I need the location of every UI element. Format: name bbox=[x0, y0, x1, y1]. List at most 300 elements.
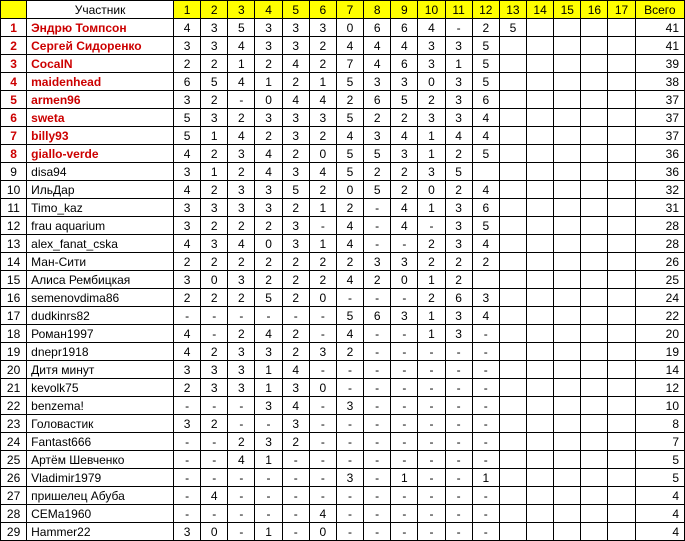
row-score-round-8: 2 bbox=[364, 271, 391, 289]
row-total: 28 bbox=[635, 235, 684, 253]
row-score-round-2: 3 bbox=[201, 361, 228, 379]
row-score-round-14 bbox=[527, 469, 554, 487]
table-row bbox=[1, 343, 685, 361]
row-score-round-13 bbox=[499, 271, 526, 289]
row-score-round-6: 4 bbox=[309, 91, 336, 109]
row-score-round-17 bbox=[608, 37, 635, 55]
row-score-round-16 bbox=[581, 163, 608, 181]
row-rank: 28 bbox=[1, 505, 27, 523]
row-score-round-15 bbox=[554, 397, 581, 415]
row-score-round-16 bbox=[581, 145, 608, 163]
row-total: 37 bbox=[635, 127, 684, 145]
row-score-round-5: 2 bbox=[282, 271, 309, 289]
row-score-round-2: 3 bbox=[201, 37, 228, 55]
table-row bbox=[1, 19, 685, 37]
row-score-round-8: - bbox=[364, 361, 391, 379]
row-score-round-17 bbox=[608, 181, 635, 199]
row-score-round-3: 5 bbox=[228, 19, 255, 37]
row-score-round-1: 3 bbox=[173, 523, 200, 541]
row-score-round-8: 2 bbox=[364, 109, 391, 127]
row-score-round-6: - bbox=[309, 361, 336, 379]
header-round-10: 10 bbox=[418, 1, 445, 19]
row-total: 19 bbox=[635, 343, 684, 361]
table-row bbox=[1, 37, 685, 55]
row-score-round-12: 2 bbox=[472, 253, 499, 271]
row-score-round-7: 4 bbox=[336, 271, 363, 289]
row-score-round-5: 3 bbox=[282, 217, 309, 235]
row-score-round-17 bbox=[608, 361, 635, 379]
row-participant-name: ИльДар bbox=[27, 181, 174, 199]
row-score-round-3: 2 bbox=[228, 253, 255, 271]
row-score-round-15 bbox=[554, 487, 581, 505]
row-score-round-9: 4 bbox=[391, 199, 418, 217]
row-total: 32 bbox=[635, 181, 684, 199]
row-score-round-10: 2 bbox=[418, 289, 445, 307]
row-score-round-16 bbox=[581, 109, 608, 127]
row-score-round-15 bbox=[554, 199, 581, 217]
row-score-round-15 bbox=[554, 307, 581, 325]
row-total: 4 bbox=[635, 487, 684, 505]
row-score-round-16 bbox=[581, 289, 608, 307]
row-score-round-13 bbox=[499, 415, 526, 433]
row-score-round-9: 4 bbox=[391, 217, 418, 235]
row-score-round-5: - bbox=[282, 307, 309, 325]
row-rank: 25 bbox=[1, 451, 27, 469]
row-total: 4 bbox=[635, 505, 684, 523]
row-score-round-11: 3 bbox=[445, 199, 472, 217]
row-score-round-11: - bbox=[445, 451, 472, 469]
row-participant-name: frau aquarium bbox=[27, 217, 174, 235]
row-score-round-3: - bbox=[228, 91, 255, 109]
row-score-round-4: 4 bbox=[255, 145, 282, 163]
row-score-round-10: 1 bbox=[418, 307, 445, 325]
row-score-round-1: 4 bbox=[173, 343, 200, 361]
row-rank: 4 bbox=[1, 73, 27, 91]
row-score-round-16 bbox=[581, 343, 608, 361]
row-score-round-10: - bbox=[418, 523, 445, 541]
row-score-round-11: 3 bbox=[445, 91, 472, 109]
row-total: 4 bbox=[635, 523, 684, 541]
row-participant-name: dnepr1918 bbox=[27, 343, 174, 361]
row-score-round-12: - bbox=[472, 415, 499, 433]
row-rank: 10 bbox=[1, 181, 27, 199]
table-row bbox=[1, 163, 685, 181]
row-participant-name: Сергей Сидоренко bbox=[27, 37, 174, 55]
row-score-round-5: 2 bbox=[282, 433, 309, 451]
row-score-round-14 bbox=[527, 37, 554, 55]
row-score-round-15 bbox=[554, 361, 581, 379]
row-score-round-14 bbox=[527, 289, 554, 307]
row-score-round-6: 1 bbox=[309, 73, 336, 91]
row-score-round-1: 5 bbox=[173, 127, 200, 145]
row-score-round-5: 4 bbox=[282, 91, 309, 109]
row-total: 5 bbox=[635, 451, 684, 469]
row-score-round-11: 4 bbox=[445, 127, 472, 145]
row-score-round-2: 5 bbox=[201, 73, 228, 91]
row-score-round-3: - bbox=[228, 487, 255, 505]
row-score-round-4: - bbox=[255, 307, 282, 325]
row-participant-name: billy93 bbox=[27, 127, 174, 145]
row-score-round-2: 2 bbox=[201, 253, 228, 271]
row-score-round-8: - bbox=[364, 343, 391, 361]
row-score-round-14 bbox=[527, 433, 554, 451]
row-score-round-3: - bbox=[228, 469, 255, 487]
row-score-round-11: 2 bbox=[445, 181, 472, 199]
row-score-round-1: - bbox=[173, 487, 200, 505]
row-score-round-11: - bbox=[445, 19, 472, 37]
row-score-round-17 bbox=[608, 451, 635, 469]
row-score-round-7: 5 bbox=[336, 73, 363, 91]
row-score-round-16 bbox=[581, 325, 608, 343]
row-score-round-17 bbox=[608, 109, 635, 127]
row-score-round-13 bbox=[499, 469, 526, 487]
row-score-round-16 bbox=[581, 307, 608, 325]
row-score-round-12 bbox=[472, 271, 499, 289]
row-score-round-9: 6 bbox=[391, 19, 418, 37]
row-score-round-13 bbox=[499, 289, 526, 307]
row-score-round-16 bbox=[581, 433, 608, 451]
row-score-round-6: 3 bbox=[309, 343, 336, 361]
row-score-round-4: 3 bbox=[255, 433, 282, 451]
row-total: 36 bbox=[635, 145, 684, 163]
row-score-round-2: 4 bbox=[201, 487, 228, 505]
row-score-round-1: - bbox=[173, 451, 200, 469]
row-score-round-7: - bbox=[336, 433, 363, 451]
header-round-13: 13 bbox=[499, 1, 526, 19]
row-score-round-17 bbox=[608, 289, 635, 307]
row-score-round-2: 1 bbox=[201, 163, 228, 181]
row-score-round-1: - bbox=[173, 307, 200, 325]
row-score-round-1: 4 bbox=[173, 235, 200, 253]
table-header bbox=[1, 1, 685, 19]
row-score-round-2: 3 bbox=[201, 199, 228, 217]
row-score-round-4: 2 bbox=[255, 253, 282, 271]
row-score-round-12: 5 bbox=[472, 145, 499, 163]
row-total: 8 bbox=[635, 415, 684, 433]
row-score-round-9: 3 bbox=[391, 253, 418, 271]
row-score-round-10: 4 bbox=[418, 19, 445, 37]
row-score-round-13 bbox=[499, 379, 526, 397]
row-score-round-1: - bbox=[173, 433, 200, 451]
row-score-round-1: 5 bbox=[173, 109, 200, 127]
row-score-round-8: 4 bbox=[364, 55, 391, 73]
row-participant-name: semenovdima86 bbox=[27, 289, 174, 307]
row-score-round-4: - bbox=[255, 415, 282, 433]
table-row bbox=[1, 379, 685, 397]
row-score-round-3: 3 bbox=[228, 379, 255, 397]
row-score-round-11: 2 bbox=[445, 253, 472, 271]
row-score-round-1: 4 bbox=[173, 325, 200, 343]
row-score-round-3: 3 bbox=[228, 271, 255, 289]
row-score-round-10: - bbox=[418, 469, 445, 487]
row-score-round-3: - bbox=[228, 415, 255, 433]
row-rank: 15 bbox=[1, 271, 27, 289]
header-round-15: 15 bbox=[554, 1, 581, 19]
row-score-round-12: - bbox=[472, 505, 499, 523]
row-score-round-5: 4 bbox=[282, 55, 309, 73]
row-score-round-13 bbox=[499, 253, 526, 271]
row-score-round-15 bbox=[554, 523, 581, 541]
row-score-round-9: - bbox=[391, 397, 418, 415]
row-score-round-9: - bbox=[391, 235, 418, 253]
row-score-round-12: 5 bbox=[472, 217, 499, 235]
row-score-round-9: 3 bbox=[391, 145, 418, 163]
row-score-round-17 bbox=[608, 127, 635, 145]
row-total: 24 bbox=[635, 289, 684, 307]
row-score-round-12: - bbox=[472, 361, 499, 379]
row-total: 7 bbox=[635, 433, 684, 451]
row-score-round-10: 2 bbox=[418, 235, 445, 253]
row-score-round-14 bbox=[527, 55, 554, 73]
row-score-round-4: 3 bbox=[255, 109, 282, 127]
row-score-round-13 bbox=[499, 37, 526, 55]
row-score-round-2: 2 bbox=[201, 343, 228, 361]
row-score-round-8: - bbox=[364, 505, 391, 523]
row-score-round-5: - bbox=[282, 451, 309, 469]
row-score-round-13 bbox=[499, 235, 526, 253]
row-score-round-3: 4 bbox=[228, 73, 255, 91]
row-score-round-12: 1 bbox=[472, 469, 499, 487]
row-score-round-5: - bbox=[282, 505, 309, 523]
row-score-round-12: - bbox=[472, 343, 499, 361]
row-rank: 19 bbox=[1, 343, 27, 361]
row-score-round-4: 3 bbox=[255, 199, 282, 217]
row-score-round-15 bbox=[554, 127, 581, 145]
row-score-round-8: 6 bbox=[364, 19, 391, 37]
row-score-round-13 bbox=[499, 73, 526, 91]
row-total: 22 bbox=[635, 307, 684, 325]
row-score-round-13 bbox=[499, 217, 526, 235]
row-rank: 21 bbox=[1, 379, 27, 397]
header-round-1: 1 bbox=[173, 1, 200, 19]
row-score-round-7: - bbox=[336, 487, 363, 505]
row-participant-name: Fantast666 bbox=[27, 433, 174, 451]
row-score-round-9: - bbox=[391, 505, 418, 523]
row-score-round-4: 0 bbox=[255, 235, 282, 253]
row-score-round-7: - bbox=[336, 415, 363, 433]
row-participant-name: CEMa1960 bbox=[27, 505, 174, 523]
row-score-round-9: - bbox=[391, 361, 418, 379]
row-participant-name: sweta bbox=[27, 109, 174, 127]
row-score-round-15 bbox=[554, 109, 581, 127]
row-score-round-10: - bbox=[418, 379, 445, 397]
row-score-round-17 bbox=[608, 469, 635, 487]
row-score-round-2: 3 bbox=[201, 379, 228, 397]
row-score-round-7: 5 bbox=[336, 163, 363, 181]
row-score-round-4: 3 bbox=[255, 19, 282, 37]
header-participant: Участник bbox=[27, 1, 174, 19]
row-score-round-14 bbox=[527, 307, 554, 325]
row-score-round-17 bbox=[608, 73, 635, 91]
table-row bbox=[1, 451, 685, 469]
row-score-round-2: 2 bbox=[201, 145, 228, 163]
row-participant-name: Hammer22 bbox=[27, 523, 174, 541]
row-score-round-6: - bbox=[309, 469, 336, 487]
row-score-round-15 bbox=[554, 433, 581, 451]
row-score-round-7: - bbox=[336, 505, 363, 523]
row-score-round-17 bbox=[608, 307, 635, 325]
row-score-round-3: 2 bbox=[228, 289, 255, 307]
row-score-round-12: 4 bbox=[472, 235, 499, 253]
row-score-round-15 bbox=[554, 271, 581, 289]
row-score-round-1: 3 bbox=[173, 199, 200, 217]
row-score-round-13 bbox=[499, 91, 526, 109]
row-score-round-17 bbox=[608, 91, 635, 109]
table-row bbox=[1, 271, 685, 289]
row-participant-name: armen96 bbox=[27, 91, 174, 109]
row-score-round-11: 1 bbox=[445, 55, 472, 73]
row-score-round-3: 3 bbox=[228, 343, 255, 361]
row-score-round-7: 4 bbox=[336, 235, 363, 253]
row-score-round-1: 6 bbox=[173, 73, 200, 91]
row-score-round-2: 2 bbox=[201, 181, 228, 199]
row-total: 26 bbox=[635, 253, 684, 271]
header-round-9: 9 bbox=[391, 1, 418, 19]
row-score-round-9: - bbox=[391, 487, 418, 505]
row-score-round-10: 3 bbox=[418, 37, 445, 55]
row-rank: 23 bbox=[1, 415, 27, 433]
row-participant-name: Vladimir1979 bbox=[27, 469, 174, 487]
row-score-round-5: 2 bbox=[282, 343, 309, 361]
row-score-round-4: 5 bbox=[255, 289, 282, 307]
row-score-round-16 bbox=[581, 19, 608, 37]
row-score-round-17 bbox=[608, 199, 635, 217]
row-score-round-8: - bbox=[364, 235, 391, 253]
row-score-round-7: 5 bbox=[336, 307, 363, 325]
row-score-round-9: - bbox=[391, 289, 418, 307]
table-row bbox=[1, 235, 685, 253]
row-score-round-6: - bbox=[309, 307, 336, 325]
row-score-round-11: - bbox=[445, 433, 472, 451]
row-score-round-9: 4 bbox=[391, 127, 418, 145]
row-score-round-8: 5 bbox=[364, 145, 391, 163]
row-score-round-7: 2 bbox=[336, 199, 363, 217]
row-score-round-16 bbox=[581, 271, 608, 289]
row-score-round-9: - bbox=[391, 415, 418, 433]
row-score-round-13 bbox=[499, 433, 526, 451]
row-score-round-8: - bbox=[364, 487, 391, 505]
row-total: 10 bbox=[635, 397, 684, 415]
row-rank: 18 bbox=[1, 325, 27, 343]
row-score-round-12: 5 bbox=[472, 37, 499, 55]
row-score-round-15 bbox=[554, 415, 581, 433]
row-score-round-7: - bbox=[336, 361, 363, 379]
row-score-round-13 bbox=[499, 325, 526, 343]
header-round-6: 6 bbox=[309, 1, 336, 19]
table-row bbox=[1, 73, 685, 91]
row-score-round-4: 1 bbox=[255, 523, 282, 541]
row-score-round-13 bbox=[499, 199, 526, 217]
row-score-round-11: 3 bbox=[445, 235, 472, 253]
row-score-round-5: 4 bbox=[282, 397, 309, 415]
row-score-round-7: 5 bbox=[336, 109, 363, 127]
row-score-round-9: 3 bbox=[391, 307, 418, 325]
row-score-round-9: 3 bbox=[391, 73, 418, 91]
row-score-round-11: 3 bbox=[445, 109, 472, 127]
row-score-round-12: 4 bbox=[472, 307, 499, 325]
row-score-round-13 bbox=[499, 127, 526, 145]
row-score-round-14 bbox=[527, 397, 554, 415]
row-score-round-14 bbox=[527, 451, 554, 469]
row-participant-name: Алиса Рембицкая bbox=[27, 271, 174, 289]
row-score-round-16 bbox=[581, 37, 608, 55]
row-score-round-1: - bbox=[173, 505, 200, 523]
row-score-round-7: 7 bbox=[336, 55, 363, 73]
row-score-round-14 bbox=[527, 253, 554, 271]
row-score-round-13 bbox=[499, 451, 526, 469]
row-total: 39 bbox=[635, 55, 684, 73]
row-score-round-14 bbox=[527, 73, 554, 91]
row-score-round-10: - bbox=[418, 505, 445, 523]
row-score-round-3: - bbox=[228, 397, 255, 415]
row-participant-name: giallo-verde bbox=[27, 145, 174, 163]
row-score-round-11: 3 bbox=[445, 217, 472, 235]
row-score-round-10: - bbox=[418, 343, 445, 361]
row-score-round-8: - bbox=[364, 397, 391, 415]
row-score-round-9: - bbox=[391, 343, 418, 361]
row-score-round-14 bbox=[527, 379, 554, 397]
row-score-round-14 bbox=[527, 109, 554, 127]
row-score-round-10: 1 bbox=[418, 199, 445, 217]
row-score-round-16 bbox=[581, 91, 608, 109]
row-score-round-11: 5 bbox=[445, 163, 472, 181]
row-score-round-8: - bbox=[364, 469, 391, 487]
row-score-round-8: 4 bbox=[364, 37, 391, 55]
row-score-round-15 bbox=[554, 343, 581, 361]
row-score-round-3: 3 bbox=[228, 145, 255, 163]
row-score-round-12: 5 bbox=[472, 55, 499, 73]
row-score-round-6: 0 bbox=[309, 379, 336, 397]
row-score-round-6: 3 bbox=[309, 19, 336, 37]
header-round-4: 4 bbox=[255, 1, 282, 19]
row-score-round-14 bbox=[527, 487, 554, 505]
row-rank: 27 bbox=[1, 487, 27, 505]
row-score-round-9: 2 bbox=[391, 163, 418, 181]
row-score-round-15 bbox=[554, 451, 581, 469]
row-score-round-15 bbox=[554, 91, 581, 109]
row-rank: 14 bbox=[1, 253, 27, 271]
row-participant-name: Дитя минут bbox=[27, 361, 174, 379]
row-score-round-8: - bbox=[364, 415, 391, 433]
row-score-round-10: - bbox=[418, 217, 445, 235]
table-row bbox=[1, 487, 685, 505]
row-score-round-15 bbox=[554, 379, 581, 397]
row-score-round-1: 3 bbox=[173, 37, 200, 55]
row-score-round-16 bbox=[581, 253, 608, 271]
row-score-round-11: - bbox=[445, 379, 472, 397]
row-score-round-14 bbox=[527, 127, 554, 145]
row-score-round-11: 2 bbox=[445, 271, 472, 289]
row-score-round-6: - bbox=[309, 415, 336, 433]
row-score-round-12: - bbox=[472, 325, 499, 343]
row-score-round-3: - bbox=[228, 523, 255, 541]
row-total: 41 bbox=[635, 37, 684, 55]
row-score-round-15 bbox=[554, 217, 581, 235]
row-score-round-8: 3 bbox=[364, 73, 391, 91]
row-score-round-11: 3 bbox=[445, 37, 472, 55]
row-participant-name: dudkinrs82 bbox=[27, 307, 174, 325]
row-score-round-7: - bbox=[336, 523, 363, 541]
row-score-round-17 bbox=[608, 145, 635, 163]
row-score-round-9: - bbox=[391, 379, 418, 397]
row-score-round-6: 2 bbox=[309, 37, 336, 55]
row-score-round-11: 2 bbox=[445, 145, 472, 163]
row-score-round-14 bbox=[527, 271, 554, 289]
row-score-round-1: - bbox=[173, 469, 200, 487]
row-score-round-3: 2 bbox=[228, 325, 255, 343]
row-participant-name: Головастик bbox=[27, 415, 174, 433]
row-score-round-8: - bbox=[364, 523, 391, 541]
